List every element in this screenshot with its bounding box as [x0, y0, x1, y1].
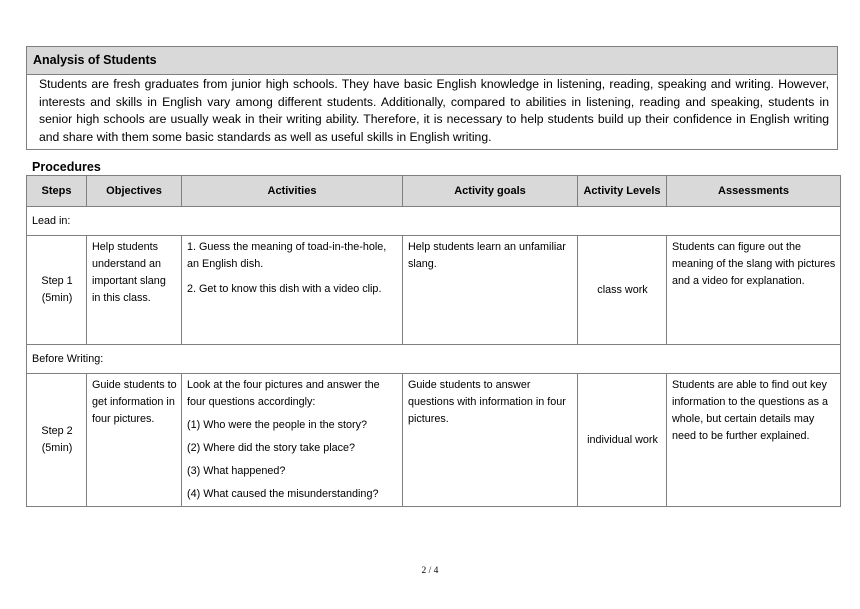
analysis-text: Students are fresh graduates from junior high schools. They have basic English knowledge in listening, reading, speaking and writing. However, interests and skills in English vary among different students. Additionally, compared to abilities in listening, reading and speaking, students in senior high schools are usually weak in their writing ability. Therefore, it is necessary to help students build up their confidence in English writing and share with them some basic standards as well as useful skills in English writing.	[39, 77, 829, 144]
activity-item: (4) What caused the misunderstanding?	[187, 488, 379, 500]
phase-label: Lead in:	[27, 207, 841, 236]
activity-item: (2) Where did the story take place?	[187, 442, 356, 454]
objective-cell: Help students understand an important slang in this class.	[87, 236, 182, 345]
activities-cell	[182, 374, 403, 507]
procedures-table	[26, 175, 841, 507]
objective-cell: Guide students to get information in four pictures.	[87, 374, 182, 507]
phase-label: Before Writing:	[27, 345, 841, 374]
step-cell	[27, 374, 87, 507]
procedures-title: Procedures	[32, 160, 101, 174]
header-steps: Steps	[27, 176, 87, 207]
header-activities: Activities	[182, 176, 403, 207]
header-objectives: Objectives	[87, 176, 182, 207]
activity-item: (1) Who were the people in the story?	[187, 419, 368, 431]
step-label: Step 2	[41, 425, 73, 437]
step-time: (5min)	[41, 442, 73, 454]
phase-row-before-writing	[27, 345, 841, 374]
activity-item: Look at the four pictures and answer the four questions accordingly:	[187, 379, 380, 408]
page-number: 2 / 4	[421, 566, 439, 576]
step-label: Step 1	[41, 275, 73, 287]
goal-cell: Help students learn an unfamiliar slang.	[403, 236, 578, 345]
assessment-cell: Students are able to find out key information to the questions as a whole, but certain details may need to be further explained.	[667, 374, 841, 507]
level-cell: individual work	[578, 374, 667, 507]
analysis-title: Analysis of Students	[27, 47, 837, 75]
header-assessments: Assessments	[667, 176, 841, 207]
activities-cell	[182, 236, 403, 345]
analysis-section	[26, 46, 838, 150]
activity-item: (3) What happened?	[187, 465, 286, 477]
table-row	[27, 236, 841, 345]
phase-row-lead-in	[27, 207, 841, 236]
activity-item: 1. Guess the meaning of toad-in-the-hole, an English dish.	[187, 241, 387, 270]
activity-item: 2. Get to know this dish with a video clip.	[187, 283, 382, 295]
header-activity-levels: Activity Levels	[578, 176, 667, 207]
assessment-cell: Students can figure out the meaning of the slang with pictures and a video for explanation.	[667, 236, 841, 345]
table-header-row	[27, 176, 841, 207]
step-time: (5min)	[41, 292, 73, 304]
table-row	[27, 374, 841, 507]
goal-cell: Guide students to answer questions with information in four pictures.	[403, 374, 578, 507]
header-activity-goals: Activity goals	[403, 176, 578, 207]
level-cell: class work	[578, 236, 667, 345]
step-cell	[27, 236, 87, 345]
